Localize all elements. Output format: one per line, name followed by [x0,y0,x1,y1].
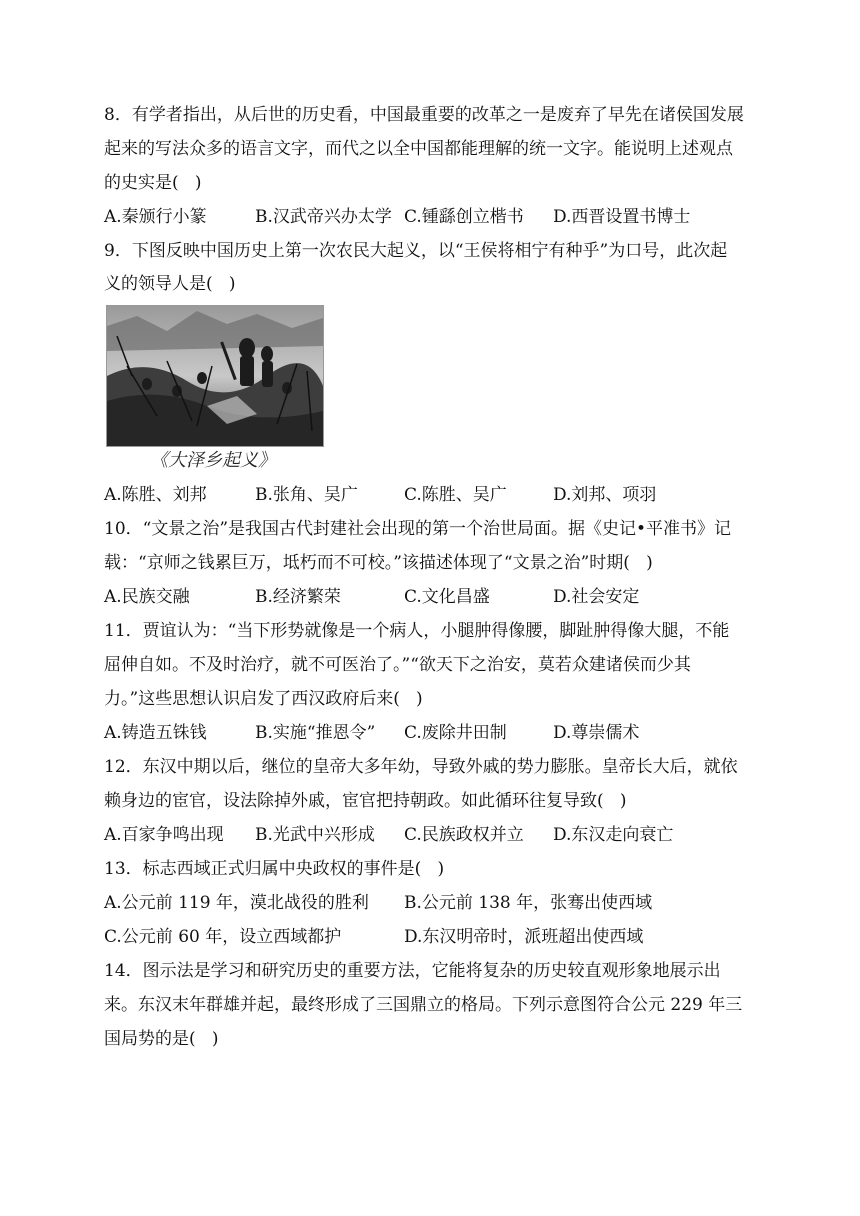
question-10-option-c[interactable]: C.文化昌盛 [404,587,490,607]
question-10-stem-line-2: 载：“京师之钱累巨万，坻朽而不可校。”该描述体现了“文景之治”时期( ) [104,553,653,573]
question-8-stem-line-1: 8．有学者指出，从后世的历史看，中国最重要的改革之一是废弃了早先在诸侯国发展 [104,105,744,125]
question-9-option-b[interactable]: B.张角、吴广 [255,485,358,505]
question-12-stem-line-2: 赖身边的宦官，设法除掉外戚，宦官把持朝政。如此循环往复导致( ) [104,791,627,811]
question-9-stem-line-1: 9．下图反映中国历史上第一次农民大起义，以“王侯将相宁有种乎”为口号，此次起 [104,241,728,261]
question-9-option-d[interactable]: D.刘邦、项羽 [553,485,657,505]
question-8-option-c[interactable]: C.锺繇创立楷书 [404,207,524,227]
question-11-option-b[interactable]: B.实施“推恩令” [255,723,376,743]
question-13-option-d[interactable]: D.东汉明帝时，派班超出使西域 [404,927,644,947]
question-14-stem-line-2: 来。东汉末年群雄并起，最终形成了三国鼎立的格局。下列示意图符合公元 229 年三 [104,995,743,1015]
question-11-stem-line-2: 屈伸自如。不及时治疗，就不可医治了。”“欲天下之治安，莫若众建诸侯而少其 [104,655,691,675]
question-8-stem-line-3: 的史实是( ) [104,173,202,193]
question-12-option-a[interactable]: A.百家争鸣出现 [104,825,224,845]
dazexiang-uprising-image [106,305,324,447]
question-13-option-a[interactable]: A.公元前 119 年，漠北战役的胜利 [104,893,369,913]
question-8-option-a[interactable]: A.秦颁行小篆 [104,207,207,227]
question-13-option-c[interactable]: C.公元前 60 年，设立西域都护 [104,927,342,947]
question-8-option-d[interactable]: D.西晋设置书博士 [553,207,691,227]
question-9-option-a[interactable]: A.陈胜、刘邦 [104,485,207,505]
question-14-stem-line-1: 14．图示法是学习和研究历史的重要方法，它能将复杂的历史较直观形象地展示出 [104,961,721,981]
question-12-option-c[interactable]: C.民族政权并立 [404,825,524,845]
question-9-stem-line-2: 义的领导人是( ) [104,274,236,294]
question-10-option-a[interactable]: A.民族交融 [104,587,190,607]
question-12-stem-line-1: 12．东汉中期以后，继位的皇帝大多年幼，导致外戚的势力膨胀。皇帝长大后，就依 [104,757,738,777]
question-14-stem-line-3: 国局势的是( ) [104,1029,219,1049]
question-8-option-b[interactable]: B.汉武帝兴办太学 [255,207,392,227]
battle-scene-illustration [107,306,323,446]
question-9-option-c[interactable]: C.陈胜、吴广 [404,485,507,505]
question-10-option-b[interactable]: B.经济繁荣 [255,587,341,607]
question-12-option-d[interactable]: D.东汉走向衰亡 [553,825,674,845]
question-11-option-a[interactable]: A.铸造五铢钱 [104,723,207,743]
question-10-option-d[interactable]: D.社会安定 [553,587,640,607]
question-13-stem-line-1: 13．标志西域正式归属中央政权的事件是( ) [104,859,445,879]
question-8-stem-line-2: 起来的写法众多的语言文字，而代之以全中国都能理解的统一文字。能说明上述观点 [104,139,733,159]
question-13-option-b[interactable]: B.公元前 138 年，张骞出使西域 [404,893,653,913]
question-11-option-d[interactable]: D.尊崇儒术 [553,723,640,743]
question-11-stem-line-1: 11．贾谊认为：“当下形势就像是一个病人，小腿肿得像腰，脚趾肿得像大腿，不能 [104,621,730,641]
question-11-stem-line-3: 力。”这些思想认识启发了西汉政府后来( ) [104,689,423,709]
question-10-stem-line-1: 10．“文景之治”是我国古代封建社会出现的第一个治世局面。据《史记•平准书》记 [104,519,732,539]
question-12-option-b[interactable]: B.光武中兴形成 [255,825,375,845]
question-11-option-c[interactable]: C.废除井田制 [404,723,507,743]
image-caption: 《大泽乡起义》 [150,450,276,471]
